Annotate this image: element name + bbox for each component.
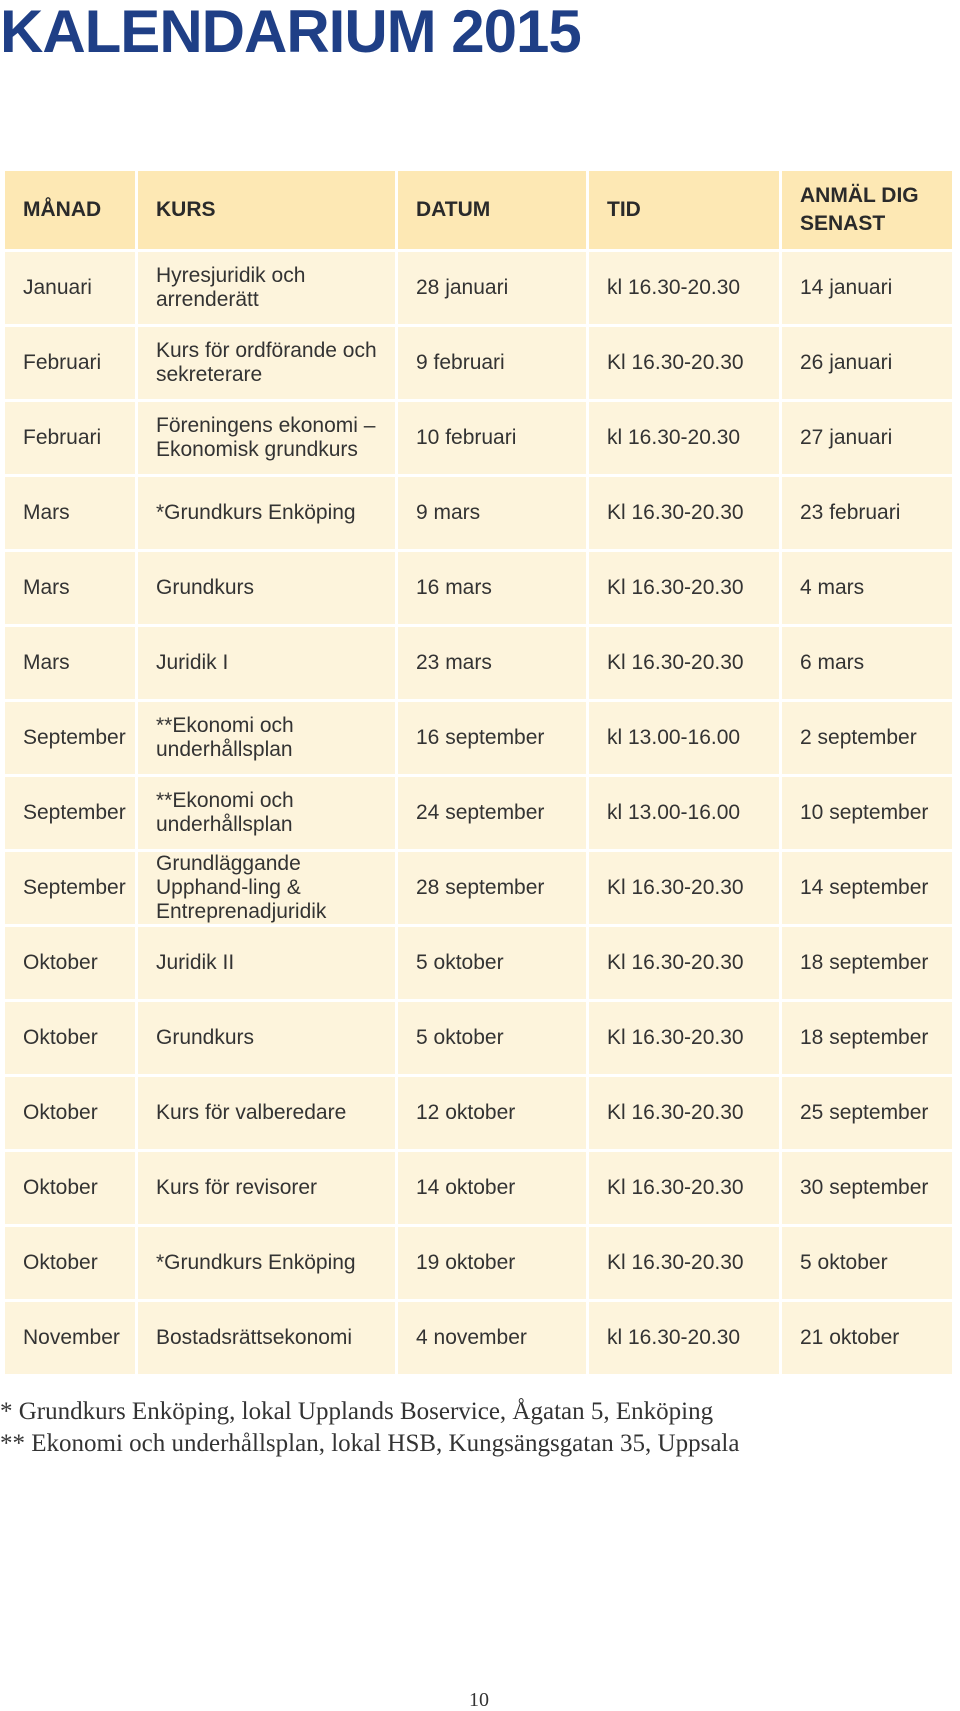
cell-month: Mars [5, 552, 135, 624]
cell-month: Oktober [5, 1227, 135, 1299]
cell-date: 9 mars [398, 477, 586, 549]
cell-month: Oktober [5, 1152, 135, 1224]
footnotes [0, 1396, 958, 1460]
cell-deadline: 2 september [782, 702, 952, 774]
cell-date: 5 oktober [398, 927, 586, 999]
cell-month: Januari [5, 252, 135, 324]
cell-date: 23 mars [398, 627, 586, 699]
cell-date: 16 september [398, 702, 586, 774]
cell-date: 12 oktober [398, 1077, 586, 1149]
cell-date: 19 oktober [398, 1227, 586, 1299]
cell-month: Mars [5, 477, 135, 549]
table-row [5, 702, 952, 774]
table-header-row [5, 171, 952, 249]
cell-course: Grundkurs [138, 1002, 395, 1074]
header-course: KURS [138, 171, 395, 249]
cell-deadline: 21 oktober [782, 1302, 952, 1374]
cell-course: *Grundkurs Enköping [138, 1227, 395, 1299]
cell-month: Oktober [5, 927, 135, 999]
table-row [5, 327, 952, 399]
cell-month: September [5, 702, 135, 774]
cell-date: 28 januari [398, 252, 586, 324]
header-date: DATUM [398, 171, 586, 249]
cell-month: November [5, 1302, 135, 1374]
footnote-uppsala: ** Ekonomi och underhållsplan, lokal HSB, Kungsängsgatan 35, Uppsala [0, 1430, 740, 1457]
cell-time: kl 16.30-20.30 [589, 402, 779, 474]
cell-time: Kl 16.30-20.30 [589, 327, 779, 399]
cell-course: Grundläggande Upphand-ling & Entreprenadjuridik [138, 852, 395, 924]
cell-deadline: 14 september [782, 852, 952, 924]
cell-time: Kl 16.30-20.30 [589, 1152, 779, 1224]
header-time: TID [589, 171, 779, 249]
table-row [5, 1302, 952, 1374]
cell-course: Grundkurs [138, 552, 395, 624]
cell-course: **Ekonomi och underhållsplan [138, 777, 395, 849]
cell-deadline: 5 oktober [782, 1227, 952, 1299]
cell-course: Juridik II [138, 927, 395, 999]
table-row [5, 627, 952, 699]
cell-time: kl 13.00-16.00 [589, 777, 779, 849]
cell-month: Mars [5, 627, 135, 699]
cell-course: Hyresjuridik och arrenderätt [138, 252, 395, 324]
cell-month: Oktober [5, 1002, 135, 1074]
cell-deadline: 30 september [782, 1152, 952, 1224]
cell-month: Februari [5, 402, 135, 474]
page-number: 10 [469, 1689, 489, 1711]
table-row [5, 927, 952, 999]
course-calendar-table [2, 168, 955, 1377]
page-title: KALENDARIUM 2015 [0, 0, 581, 65]
table-row [5, 1077, 952, 1149]
table-row [5, 402, 952, 474]
cell-time: Kl 16.30-20.30 [589, 1077, 779, 1149]
cell-course: *Grundkurs Enköping [138, 477, 395, 549]
cell-time: Kl 16.30-20.30 [589, 627, 779, 699]
cell-date: 24 september [398, 777, 586, 849]
cell-deadline: 27 januari [782, 402, 952, 474]
cell-deadline: 4 mars [782, 552, 952, 624]
table-row [5, 852, 952, 924]
table-row [5, 1152, 952, 1224]
cell-time: Kl 16.30-20.30 [589, 1002, 779, 1074]
cell-course: Bostadsrättsekonomi [138, 1302, 395, 1374]
cell-course: **Ekonomi och underhållsplan [138, 702, 395, 774]
cell-date: 9 februari [398, 327, 586, 399]
cell-deadline: 18 september [782, 1002, 952, 1074]
cell-time: Kl 16.30-20.30 [589, 1227, 779, 1299]
cell-course: Juridik I [138, 627, 395, 699]
cell-course: Kurs för valberedare [138, 1077, 395, 1149]
table-row [5, 477, 952, 549]
cell-time: kl 16.30-20.30 [589, 252, 779, 324]
cell-time: Kl 16.30-20.30 [589, 927, 779, 999]
table-row [5, 1227, 952, 1299]
cell-month: September [5, 777, 135, 849]
cell-date: 14 oktober [398, 1152, 586, 1224]
cell-time: kl 13.00-16.00 [589, 702, 779, 774]
cell-date: 28 september [398, 852, 586, 924]
cell-date: 5 oktober [398, 1002, 586, 1074]
cell-course: Kurs för revisorer [138, 1152, 395, 1224]
cell-month: Oktober [5, 1077, 135, 1149]
cell-date: 4 november [398, 1302, 586, 1374]
cell-month: September [5, 852, 135, 924]
cell-month: Februari [5, 327, 135, 399]
cell-course: Föreningens ekonomi – Ekonomisk grundkurs [138, 402, 395, 474]
cell-deadline: 26 januari [782, 327, 952, 399]
cell-date: 16 mars [398, 552, 586, 624]
cell-date: 10 februari [398, 402, 586, 474]
table-row [5, 552, 952, 624]
cell-deadline: 23 februari [782, 477, 952, 549]
cell-time: Kl 16.30-20.30 [589, 852, 779, 924]
table-row [5, 777, 952, 849]
header-deadline: ANMÄL DIG SENAST [782, 171, 952, 249]
cell-deadline: 6 mars [782, 627, 952, 699]
cell-deadline: 18 september [782, 927, 952, 999]
header-month: MÅNAD [5, 171, 135, 249]
table-row [5, 1002, 952, 1074]
cell-time: kl 16.30-20.30 [589, 1302, 779, 1374]
cell-deadline: 25 september [782, 1077, 952, 1149]
table-row [5, 252, 952, 324]
cell-deadline: 10 september [782, 777, 952, 849]
cell-course: Kurs för ordförande och sekreterare [138, 327, 395, 399]
cell-time: Kl 16.30-20.30 [589, 477, 779, 549]
footnote-enkoping: * Grundkurs Enköping, lokal Upplands Boservice, Ågatan 5, Enköping [0, 1398, 714, 1425]
cell-deadline: 14 januari [782, 252, 952, 324]
cell-time: Kl 16.30-20.30 [589, 552, 779, 624]
